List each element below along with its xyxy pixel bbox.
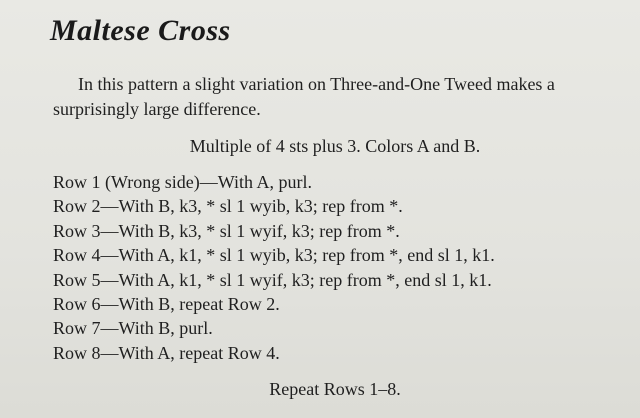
row-instruction: Row 1 (Wrong side)—With A, purl. [53, 172, 313, 192]
pattern-title: Maltese Cross [50, 14, 231, 47]
repeat-instruction: Repeat Rows 1–8. [269, 379, 401, 399]
row-instruction: Row 2—With B, k3, * sl 1 wyib, k3; rep from *. [53, 196, 403, 217]
row-instruction: Row 7—With B, purl. [53, 318, 213, 339]
row-instruction: Row 5—With A, k1, * sl 1 wyif, k3; rep from *, end sl 1, k1. [53, 269, 492, 290]
row-instruction: Row 4—With A, k1, * sl 1 wyib, k3; rep from *, end sl 1, k1. [53, 245, 495, 266]
row-instruction: Row 3—With B, k3, * sl 1 wyif, k3; rep from *. [53, 220, 400, 241]
intro-paragraph: In this pattern a slight variation on Three-and-One Tweed makes a surprisingly large difference. [53, 74, 555, 119]
row-instruction: Row 8—With A, repeat Row 4. [53, 342, 280, 363]
row-instruction: Row 6—With B, repeat Row 2. [53, 293, 280, 314]
row-instructions [53, 170, 633, 365]
stitch-multiple: Multiple of 4 sts plus 3. Colors A and B. [189, 136, 481, 156]
